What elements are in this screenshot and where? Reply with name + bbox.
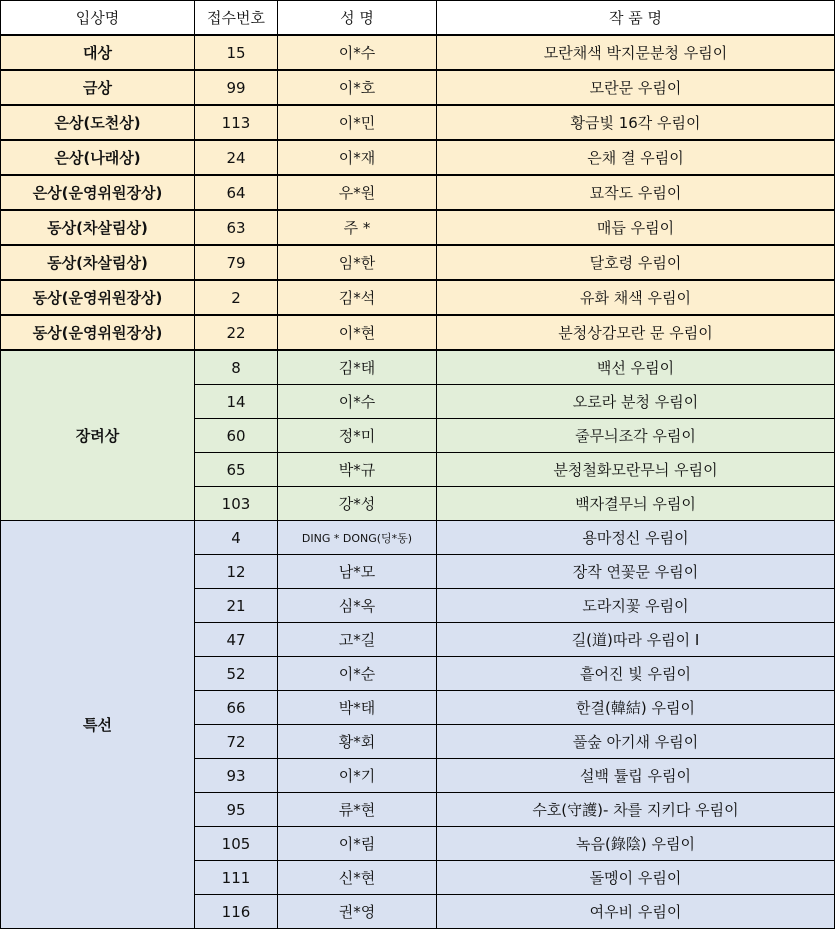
number-cell: 15: [195, 35, 278, 70]
name-cell: 정*미: [278, 419, 437, 453]
work-cell: 줄무늬조각 우림이: [437, 419, 835, 453]
number-cell: 63: [195, 210, 278, 245]
award-cell: 동상(차살림상): [1, 210, 195, 245]
award-cell: 은상(운영위원장상): [1, 175, 195, 210]
name-cell: 주 *: [278, 210, 437, 245]
header-row: [1, 1, 835, 36]
work-cell: 도라지꽃 우림이: [437, 589, 835, 623]
name-cell: 이*수: [278, 35, 437, 70]
work-cell: 여우비 우림이: [437, 895, 835, 929]
name-cell: 우*원: [278, 175, 437, 210]
work-cell: 수호(守護)- 차를 지키다 우림이: [437, 793, 835, 827]
name-cell: 이*림: [278, 827, 437, 861]
name-cell: 남*모: [278, 555, 437, 589]
work-cell: 모란문 우림이: [437, 70, 835, 105]
name-cell: 류*현: [278, 793, 437, 827]
number-cell: 103: [195, 487, 278, 521]
work-cell: 은채 결 우림이: [437, 140, 835, 175]
work-cell: 오로라 분청 우림이: [437, 385, 835, 419]
award-group-cell: 특선: [1, 521, 195, 929]
work-cell: 유화 채색 우림이: [437, 280, 835, 315]
work-cell: 달호령 우림이: [437, 245, 835, 280]
table-row: [1, 105, 835, 140]
number-cell: 113: [195, 105, 278, 140]
award-cell: 대상: [1, 35, 195, 70]
name-cell: 이*호: [278, 70, 437, 105]
number-cell: 22: [195, 315, 278, 350]
table-row: [1, 175, 835, 210]
number-cell: 8: [195, 350, 278, 385]
number-cell: 79: [195, 245, 278, 280]
name-cell: 심*옥: [278, 589, 437, 623]
header-number: 접수번호: [195, 1, 278, 36]
table-row: [1, 521, 835, 555]
number-cell: 24: [195, 140, 278, 175]
name-cell: 강*성: [278, 487, 437, 521]
name-cell: DING * DONG(딩*동): [278, 521, 437, 555]
award-cell: 동상(차살림상): [1, 245, 195, 280]
name-cell: 김*석: [278, 280, 437, 315]
table-row: [1, 315, 835, 350]
work-cell: 분청상감모란 문 우림이: [437, 315, 835, 350]
number-cell: 72: [195, 725, 278, 759]
work-cell: 백자결무늬 우림이: [437, 487, 835, 521]
name-cell: 이*민: [278, 105, 437, 140]
work-cell: 한결(韓結) 우림이: [437, 691, 835, 725]
work-cell: 모란채색 박지문분청 우림이: [437, 35, 835, 70]
number-cell: 64: [195, 175, 278, 210]
number-cell: 60: [195, 419, 278, 453]
number-cell: 47: [195, 623, 278, 657]
work-cell: 용마정신 우림이: [437, 521, 835, 555]
work-cell: 설백 튤립 우림이: [437, 759, 835, 793]
number-cell: 65: [195, 453, 278, 487]
table-row: [1, 35, 835, 70]
header-work: 작 품 명: [437, 1, 835, 36]
name-cell: 이*순: [278, 657, 437, 691]
number-cell: 2: [195, 280, 278, 315]
award-group-cell: 장려상: [1, 350, 195, 521]
table-row: [1, 280, 835, 315]
name-cell: 박*규: [278, 453, 437, 487]
header-name: 성 명: [278, 1, 437, 36]
table-row: [1, 350, 835, 385]
number-cell: 52: [195, 657, 278, 691]
work-cell: 돌멩이 우림이: [437, 861, 835, 895]
table-row: [1, 245, 835, 280]
table-row: [1, 140, 835, 175]
number-cell: 105: [195, 827, 278, 861]
work-cell: 황금빛 16각 우림이: [437, 105, 835, 140]
work-cell: 장작 연꽃문 우림이: [437, 555, 835, 589]
award-cell: 은상(나래상): [1, 140, 195, 175]
award-cell: 동상(운영위원장상): [1, 315, 195, 350]
name-cell: 김*태: [278, 350, 437, 385]
award-cell: 은상(도천상): [1, 105, 195, 140]
name-cell: 이*현: [278, 315, 437, 350]
work-cell: 분청철화모란무늬 우림이: [437, 453, 835, 487]
name-cell: 권*영: [278, 895, 437, 929]
number-cell: 21: [195, 589, 278, 623]
number-cell: 14: [195, 385, 278, 419]
number-cell: 111: [195, 861, 278, 895]
number-cell: 4: [195, 521, 278, 555]
number-cell: 95: [195, 793, 278, 827]
work-cell: 백선 우림이: [437, 350, 835, 385]
name-cell: 신*현: [278, 861, 437, 895]
name-cell: 고*길: [278, 623, 437, 657]
work-cell: 매듭 우림이: [437, 210, 835, 245]
header-award: 입상명: [1, 1, 195, 36]
work-cell: 녹음(錄陰) 우림이: [437, 827, 835, 861]
name-cell: 이*기: [278, 759, 437, 793]
number-cell: 66: [195, 691, 278, 725]
table-row: [1, 70, 835, 105]
number-cell: 12: [195, 555, 278, 589]
name-cell: 이*재: [278, 140, 437, 175]
name-cell: 임*한: [278, 245, 437, 280]
name-cell: 이*수: [278, 385, 437, 419]
award-cell: 동상(운영위원장상): [1, 280, 195, 315]
number-cell: 116: [195, 895, 278, 929]
work-cell: 묘작도 우림이: [437, 175, 835, 210]
work-cell: 길(道)따라 우림이 I: [437, 623, 835, 657]
number-cell: 93: [195, 759, 278, 793]
name-cell: 황*회: [278, 725, 437, 759]
name-cell: 박*태: [278, 691, 437, 725]
number-cell: 99: [195, 70, 278, 105]
table-row: [1, 210, 835, 245]
work-cell: 풀숲 아기새 우림이: [437, 725, 835, 759]
work-cell: 흩어진 빛 우림이: [437, 657, 835, 691]
award-cell: 금상: [1, 70, 195, 105]
